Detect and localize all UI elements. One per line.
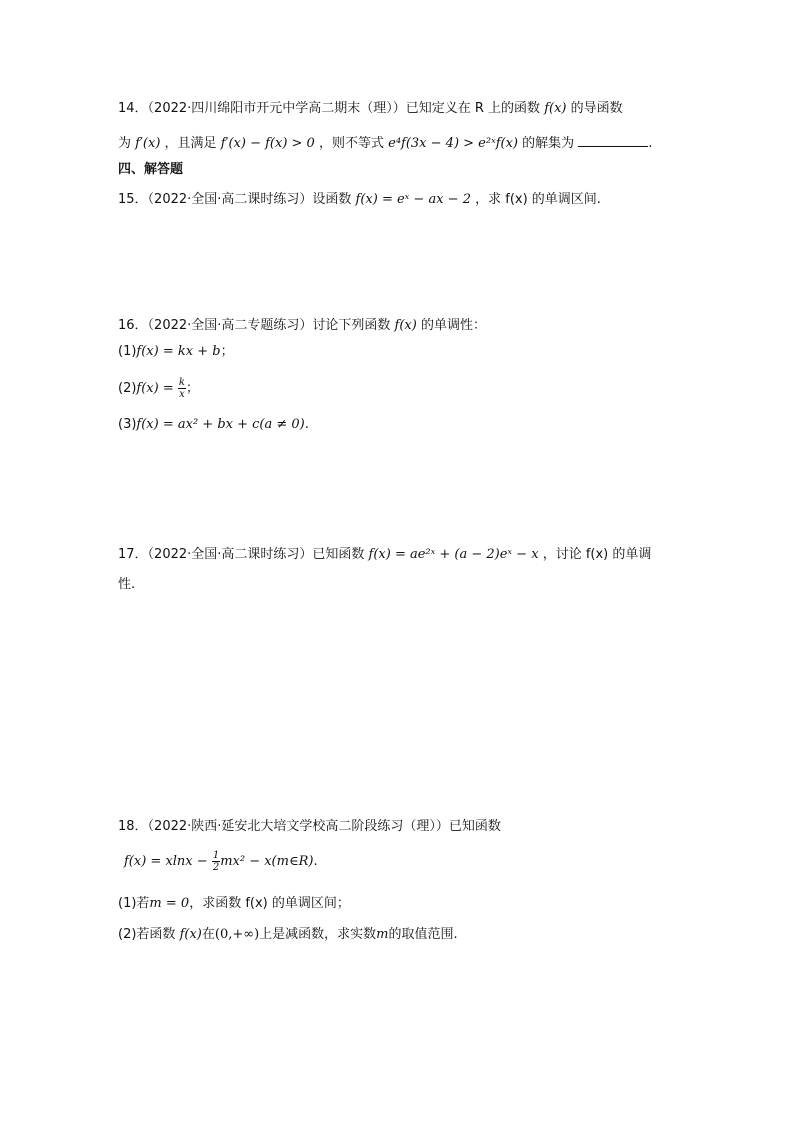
q14-text-d: 的解集为	[522, 136, 575, 151]
q15-text-suffix: ，求 f(x) 的单调区间.	[475, 192, 601, 207]
q18-text: 18．（2022·陕西·延安北大培文学校高二阶段练习（理））已知函数	[118, 819, 501, 834]
q17-line2: 性.	[118, 577, 136, 592]
q18-item2-text: 上是减函数，求实数	[259, 927, 377, 942]
q18-item1-cond: m = 0	[149, 896, 190, 911]
q16-item3-formula: f(x) = ax² + bx + c(a ≠ 0)	[136, 417, 305, 432]
q18-func-end: .	[313, 854, 318, 869]
q16-item2-denominator: x	[179, 389, 185, 400]
q15-line	[118, 191, 601, 209]
q16-item2-lhs: f(x) =	[136, 381, 174, 396]
q14-condition: f′(x) − f(x) > 0	[220, 136, 315, 151]
section-heading: 四、解答题	[118, 162, 184, 177]
q16-line	[118, 317, 486, 335]
q16-item1-label: (1)	[118, 344, 137, 359]
q18-item1-text: ，求函数 f(x) 的单调区间；	[189, 896, 350, 911]
q16-item1	[118, 343, 234, 361]
q16-item2-label: (2)	[118, 381, 137, 396]
q14-text-suffix: 的导函数	[570, 101, 623, 116]
q18-item2-func: f(x)	[179, 927, 202, 942]
q16-item1-end: ；	[220, 344, 234, 359]
q14-text: 14．（2022·四川绵阳市开元中学高二期末（理））已知定义在 R 上的函数	[118, 101, 541, 116]
q18-func-rhs: mx² − x(m∈R)	[220, 854, 314, 869]
q16-item3	[118, 416, 309, 434]
q14-derivative: f′(x)	[135, 136, 161, 151]
q16-item2-fraction	[178, 377, 186, 400]
q14-line1	[118, 100, 623, 118]
q17-text-suffix: ，讨论 f(x) 的单调	[542, 547, 652, 562]
q14-func: f(x)	[544, 101, 567, 116]
q16-func: f(x)	[394, 318, 417, 333]
q14-period: .	[648, 136, 653, 151]
q14-text-b: ，且满足	[164, 136, 217, 151]
q18-item1	[118, 895, 350, 913]
q17-func: f(x) = ae²ˣ + (a − 2)eˣ − x	[368, 547, 539, 562]
q15-func: f(x) = eˣ − ax − 2	[355, 192, 471, 207]
q16-item2-end: ；	[185, 381, 199, 396]
q16-item3-end: .	[304, 417, 309, 432]
q18-item2-var: m	[376, 927, 389, 942]
q16-item1-formula: f(x) = kx + b	[136, 344, 221, 359]
answer-blank[interactable]	[578, 134, 648, 147]
q14-line2	[118, 134, 652, 153]
q17-text: 17．（2022·全国·高二课时练习）已知函数	[118, 547, 365, 562]
q18-line1	[118, 818, 501, 836]
q15-text: 15．（2022·全国·高二课时练习）设函数	[118, 192, 352, 207]
q18-fraction	[212, 850, 220, 873]
q18-denominator: 2	[212, 862, 220, 873]
q18-item2-end: 的取值范围.	[388, 927, 458, 942]
q16-item2-numerator: k	[178, 377, 185, 388]
q18-item1-label: (1)若	[118, 896, 150, 911]
q16-item3-label: (3)	[118, 417, 137, 432]
q16-text: 16．（2022·全国·高二专题练习）讨论下列函数	[118, 318, 391, 333]
q14-inequality: e⁴f(3x − 4) > e²ˣf(x)	[388, 136, 518, 151]
q17-line1	[118, 546, 651, 564]
q18-item2	[118, 926, 458, 944]
q16-item2	[118, 377, 199, 400]
q18-numerator: 1	[212, 850, 220, 861]
q16-text-suffix: 的单调性：	[420, 318, 486, 333]
q18-function	[124, 850, 318, 873]
q14-text-a: 为	[118, 136, 132, 151]
q18-item2-label: (2)若函数	[118, 927, 176, 942]
q14-text-c: ，则不等式	[318, 136, 384, 151]
q18-item2-mid: 在	[201, 927, 215, 942]
q18-func-lhs: f(x) = xlnx −	[124, 854, 208, 869]
q18-item2-interval: (0,+∞)	[214, 927, 260, 942]
